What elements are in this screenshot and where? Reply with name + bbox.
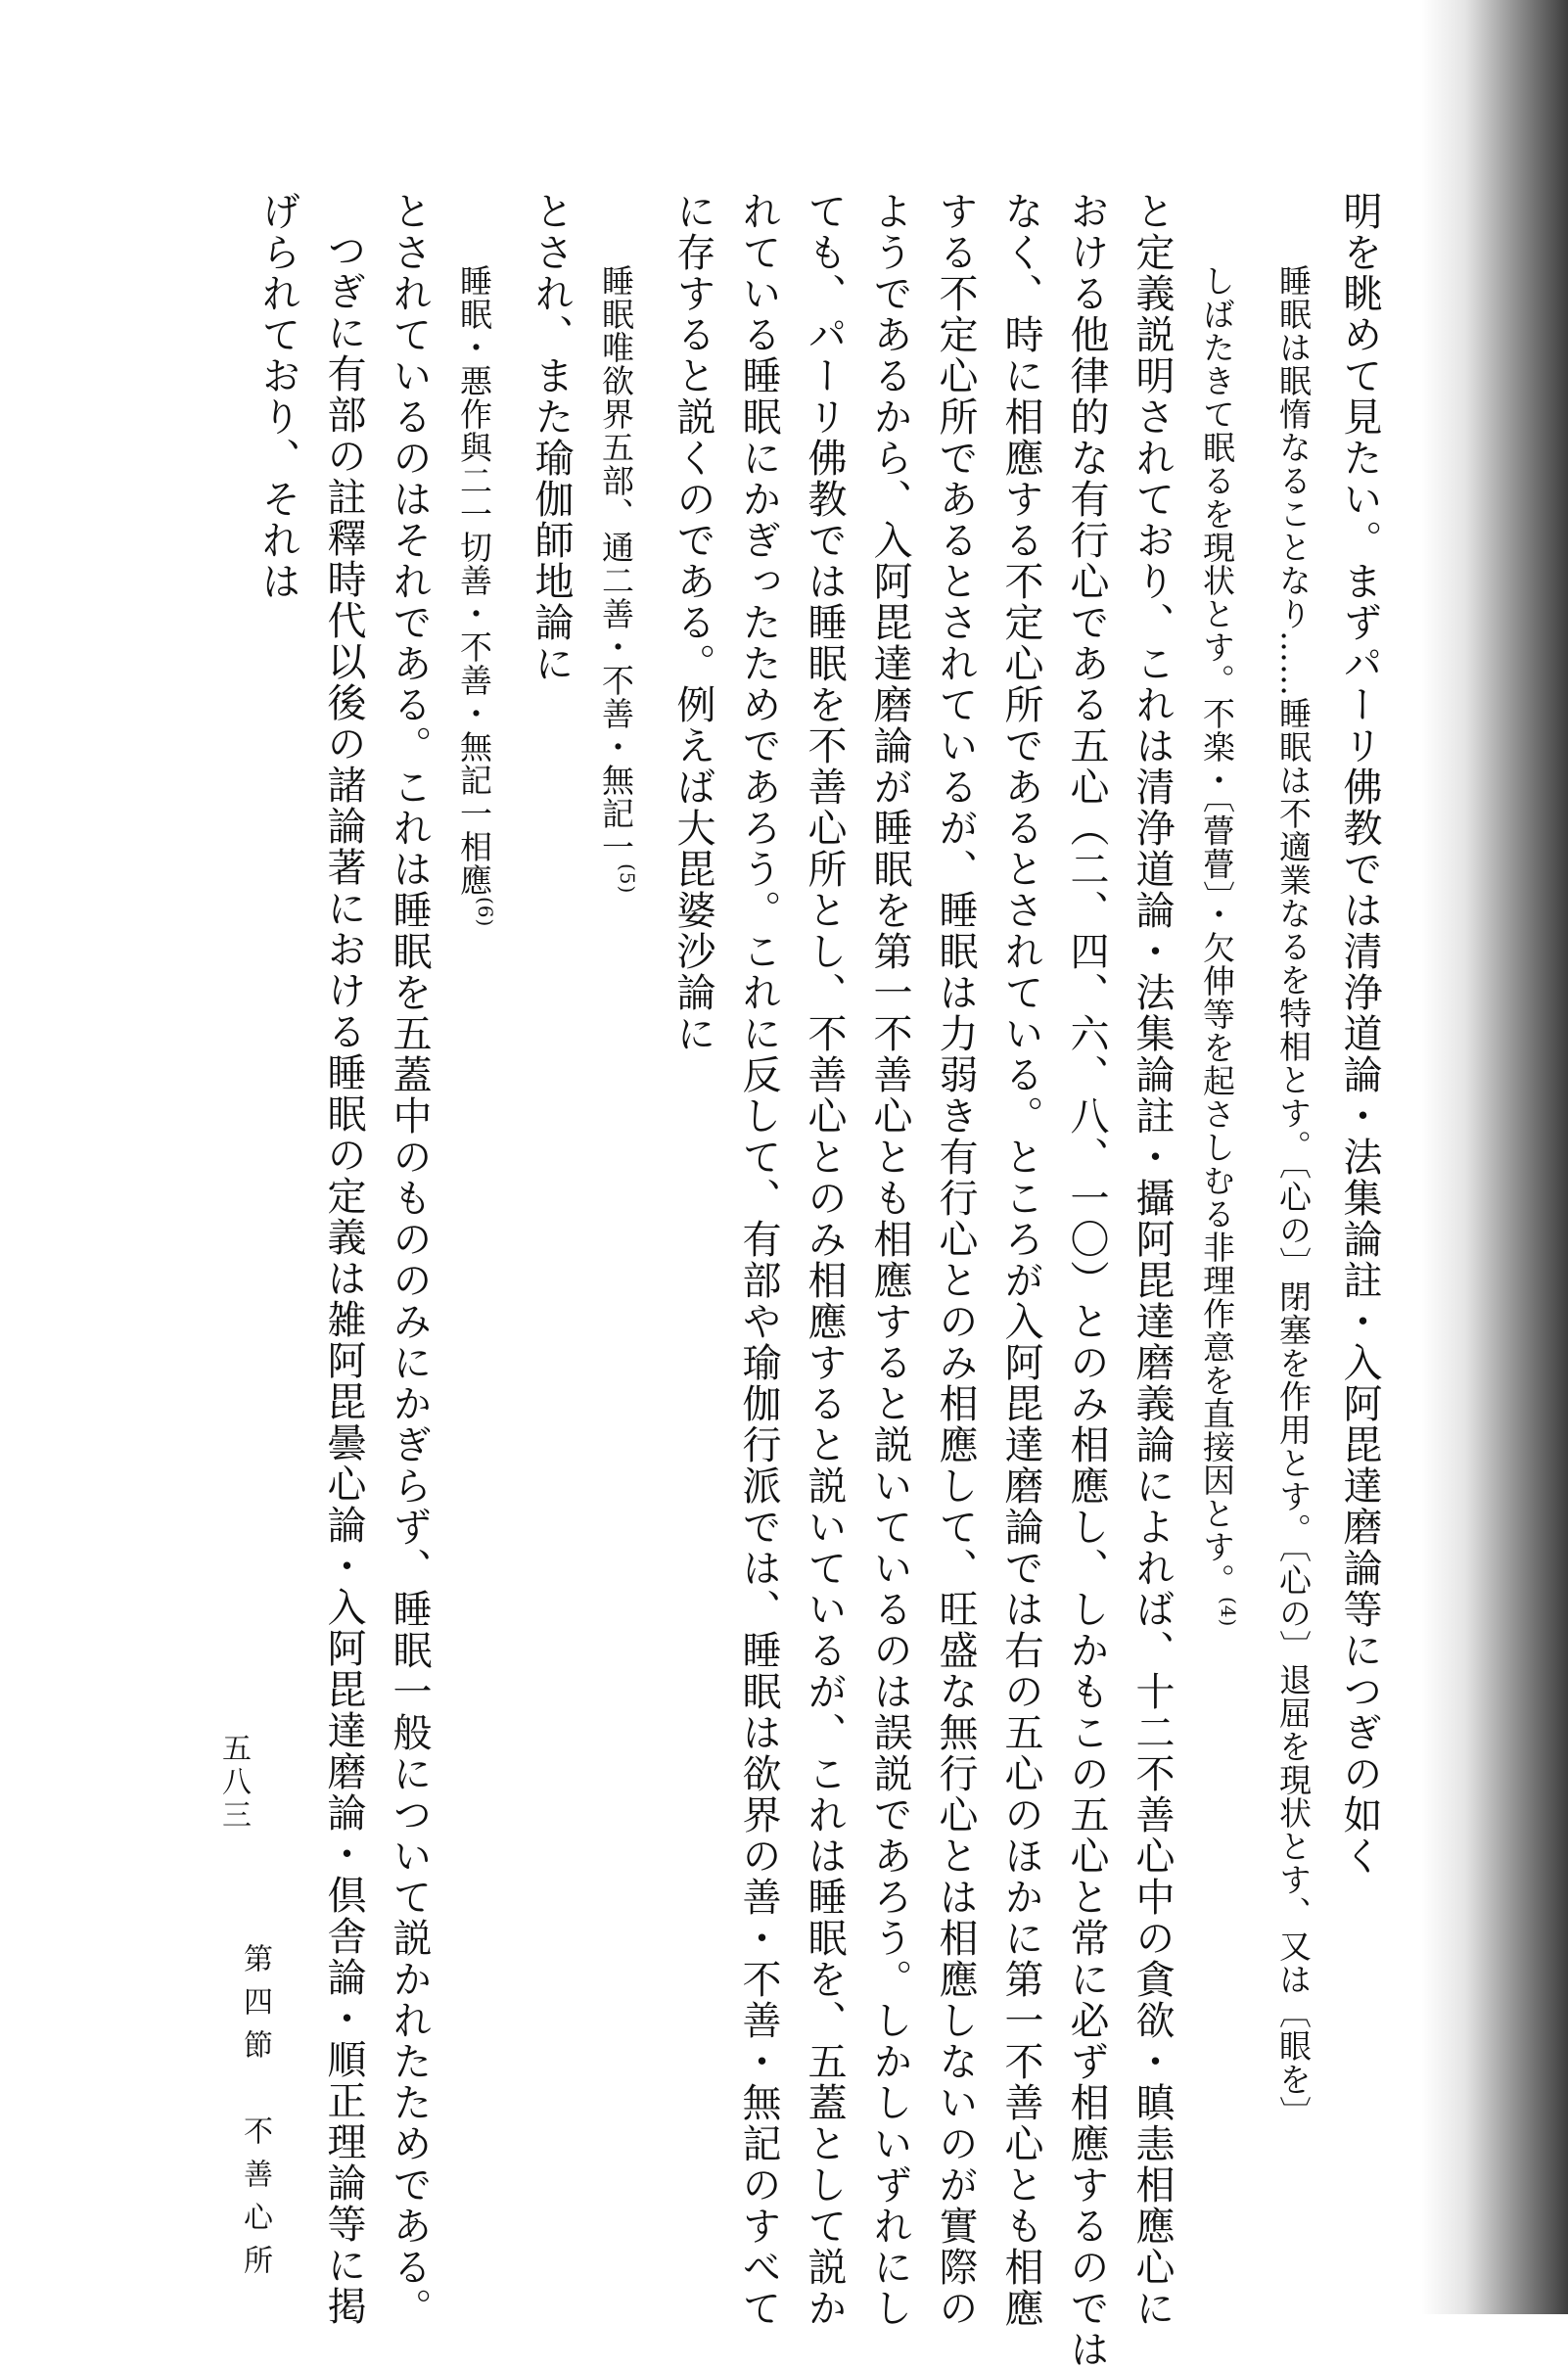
quote-line: 睡眠唯欲界五部、通二善・不善・無記一$^{(5)}$ (597, 264, 639, 895)
footnote-ref: (6) (474, 897, 497, 928)
body-line: する不定心所であるとされているが、睡眠は力弱き有行心とのみ相應して、旺盛な無行心とは相應しないのが實際の (933, 191, 978, 2329)
body-line: ようであるから、入阿毘達磨論が睡眠を第一不善心とも相應すると説いているのは誤説であろう。しかしいずれにし (867, 191, 912, 2329)
footnote-ref: (4) (1217, 1597, 1240, 1628)
page-number: 五八三 (216, 1733, 251, 1833)
body-line: おける他律的な有行心である五心（二、四、六、八、一〇）とのみ相應し、しかもこの五心と常に必ず相應するのでは (1064, 191, 1109, 2370)
body-line: とされ、また瑜伽師地論に (529, 191, 574, 684)
body-line: なく、時に相應する不定心所であるとされている。ところが入阿毘達磨論では右の五心のほかに第一不善心とも相應 (998, 191, 1043, 2329)
body-line-indented: つぎに有部の註釋時代以後の諸論著における睡眠の定義は雑阿毘曇心論・入阿毘達磨論・倶舎論・順正理論等に掲 (321, 230, 366, 2327)
scan-edge-shadow (1421, 0, 1568, 2314)
body-line: げられており、それは (255, 191, 300, 602)
quote-line: 睡眠は眠惰なることなり……睡眠は不適業なるを特相とす。〔心の〕閉塞を作用とす。〔心の〕退屈を現状とす、又は〔眼を〕 (1274, 264, 1313, 2129)
quote-line: しばたきて眠るを現状とす。不楽・〔瞢瞢〕・欠伸等を起さしむる非理作意を直接因とす。$^{(4)}$ (1198, 264, 1240, 1628)
body-line: とされているのはそれである。これは睡眠を五蓋中のもののみにかぎらず、睡眠一般について説かれたためである。 (387, 191, 432, 2329)
quote-line: 睡眠・悪作與二一切善・不善・無記一相應$^{(6)}$ (455, 264, 497, 928)
body-line: に存すると説くのである。例えば大毘婆沙論に (670, 191, 715, 1054)
body-line: と定義説明されており、これは清浄道論・法集論註・攝阿毘達磨義論によれば、十二不善心中の貪欲・瞋恚相應心に (1130, 191, 1175, 2329)
body-line: ても、パーリ佛教では睡眠を不善心所とし、不善心とのみ相應すると説いているが、これは睡眠を、五蓋として説か (802, 191, 847, 2329)
body-line: 明を眺めて見たい。まずパーリ佛教では清浄道論・法集論註・入阿毘達磨論等につぎの如く (1337, 191, 1382, 1877)
body-line: れている睡眠にかぎったためであろう。これに反して、有部や瑜伽行派では、睡眠は欲界の善・不善・無記のすべて (736, 191, 781, 2329)
footnote-ref: (5) (616, 863, 639, 895)
section-footer: 第四節 不善心所 (238, 1943, 272, 2288)
